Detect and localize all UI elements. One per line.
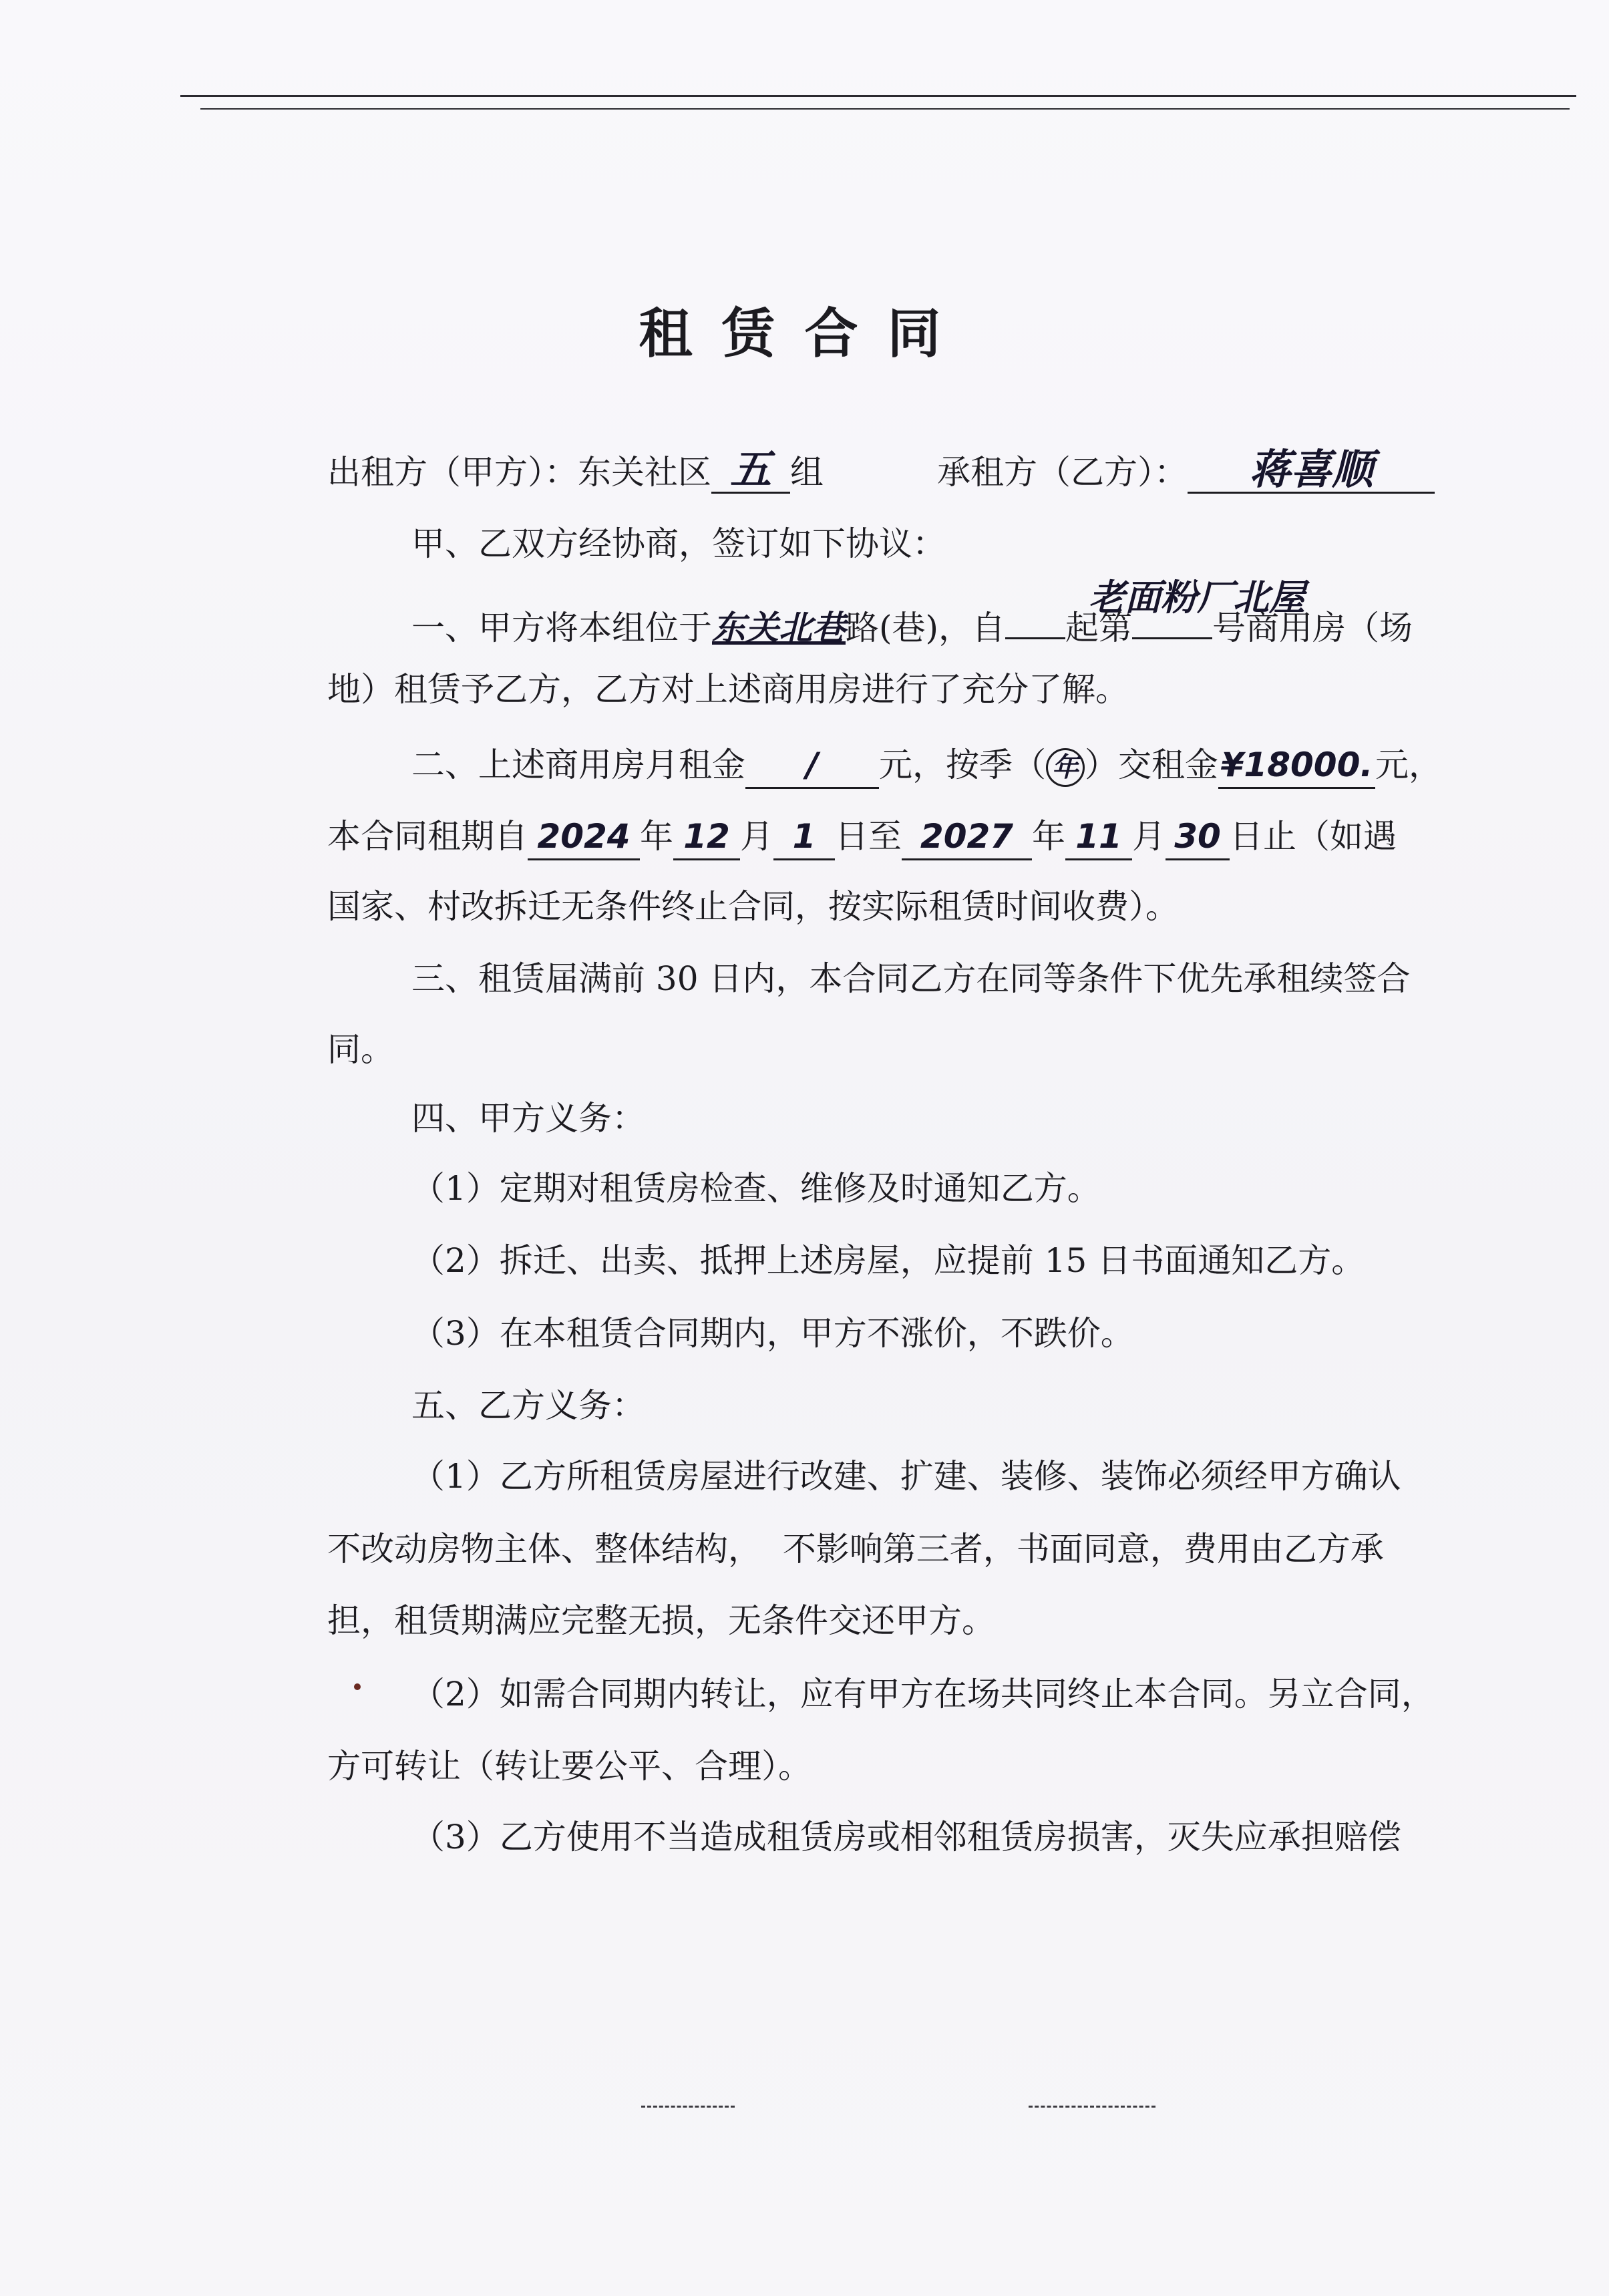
- clause5-item1-line2: 不改动房物主体、整体结构， 不影响第三者，书面同意，费用由乙方承: [327, 1530, 1384, 1569]
- clause5-item3-line1: （3）乙方使用不当造成租赁房或相邻租赁房损害，灭失应承担赔偿: [411, 1818, 1401, 1856]
- start-year-field: [528, 814, 640, 860]
- clause5-item2-line1: （2）如需合同期内转让，应有甲方在场共同终止本合同。另立合同，: [411, 1675, 1435, 1713]
- end-year-field: [902, 814, 1032, 860]
- clause1-prefix: 一、甲方将本组位于: [411, 609, 712, 647]
- top-rule-secondary: [200, 108, 1570, 110]
- lessee-name: 蒋喜顺: [1248, 445, 1373, 494]
- clause4-item-1: （1）定期对租赁房检查、维修及时通知乙方。: [411, 1169, 1101, 1208]
- bottom-mark-2: [1029, 2106, 1155, 2108]
- lessee-label: 承租方（乙方）：: [937, 453, 1188, 492]
- rent-amount-field: [1218, 743, 1375, 789]
- clause5-heading: 五、乙方义务：: [411, 1386, 645, 1425]
- clause1-mid: 路(巷)，自: [846, 609, 1006, 647]
- term-suffix: 日止（如遇: [1230, 817, 1397, 856]
- clause2-line2: [327, 813, 1563, 860]
- monthly-rent-field: [745, 743, 879, 789]
- lessor-group-suffix: 组: [790, 453, 824, 492]
- clause2-mid: 元，按季（: [879, 746, 1046, 784]
- start-year-label: 年: [640, 817, 673, 856]
- end-day-value: 30: [1174, 817, 1221, 856]
- lessor-label: 出租方（甲方）：东关社区: [327, 453, 711, 492]
- end-day-field: [1166, 814, 1230, 860]
- clause5-item1-line3: 担，租赁期满应完整无损，无条件交还甲方。: [327, 1601, 995, 1640]
- clause4-item-3: （3）在本租赁合同期内，甲方不涨价，不跌价。: [411, 1314, 1134, 1353]
- clause1-mid2: 起第: [1065, 609, 1133, 647]
- clause2-suffix: 元，: [1375, 746, 1442, 784]
- clause2-mid2: ）交租金: [1085, 746, 1218, 784]
- clause5-item2-line2: 方可转让（转让要公平、合理）。: [327, 1747, 812, 1786]
- clause1-line2: 地）租赁予乙方，乙方对上述商用房进行了充分了解。: [327, 670, 1129, 709]
- clause2-line1: [411, 742, 1563, 789]
- clause4-item-2: （2）拆迁、出卖、抵押上述房屋，应提前 15 日书面通知乙方。: [411, 1241, 1365, 1280]
- preamble: 甲、乙双方经协商，签订如下协议：: [411, 524, 946, 563]
- clause3-line1: 三、租赁届满前 30 日内，本合同乙方在同等条件下优先承租续签合: [411, 959, 1411, 998]
- clause1-road-value: 东关北巷: [712, 609, 846, 647]
- lessee-name-field: [1188, 445, 1435, 494]
- clause4-heading: 四、甲方义务：: [411, 1099, 645, 1138]
- clause3-line2: 同。: [327, 1030, 394, 1069]
- lessor-group-value: 五: [729, 445, 771, 494]
- lessor-group-field: [711, 445, 790, 494]
- end-year-label: 年: [1032, 817, 1065, 856]
- start-day-field: [773, 814, 835, 860]
- clause2-prefix: 二、上述商用房月租金: [411, 746, 745, 784]
- start-month-field: [673, 814, 740, 860]
- end-month-field: [1065, 814, 1132, 860]
- start-month-value: 12: [683, 817, 730, 856]
- clause1-handwritten-note: 老面粉厂北屋: [1089, 577, 1305, 619]
- day-to-label: 日至: [835, 817, 902, 856]
- term-prefix: 本合同租期自: [327, 817, 528, 856]
- clause5-item1-line1: （1）乙方所租赁房屋进行改建、扩建、装修、装饰必须经甲方确认: [411, 1457, 1401, 1496]
- clause1-suffix: 号商用房（场: [1212, 609, 1413, 647]
- parties-line: [327, 445, 1563, 496]
- start-day-value: 1: [792, 817, 816, 856]
- start-year-value: 2024: [537, 817, 631, 856]
- clause1-line1: [411, 593, 1563, 651]
- clause1-number-field: [1132, 593, 1212, 639]
- end-year-value: 2027: [920, 817, 1014, 856]
- end-month-label: 月: [1132, 817, 1166, 856]
- clause1-from-field: [1005, 593, 1065, 639]
- rent-amount-value: ¥18000.: [1220, 746, 1373, 784]
- end-month-value: 11: [1075, 817, 1122, 856]
- start-month-label: 月: [740, 817, 773, 856]
- bottom-mark-1: [641, 2106, 735, 2108]
- clause2-line3: 国家、村改拆迁无条件终止合同，按实际租赁时间收费）。: [327, 887, 1179, 926]
- ink-spot: [354, 1683, 361, 1690]
- document-title: 租赁合同: [639, 303, 970, 365]
- top-rule: [180, 95, 1576, 97]
- monthly-rent-value: /: [806, 746, 819, 784]
- year-circled-value: 年: [1046, 748, 1085, 787]
